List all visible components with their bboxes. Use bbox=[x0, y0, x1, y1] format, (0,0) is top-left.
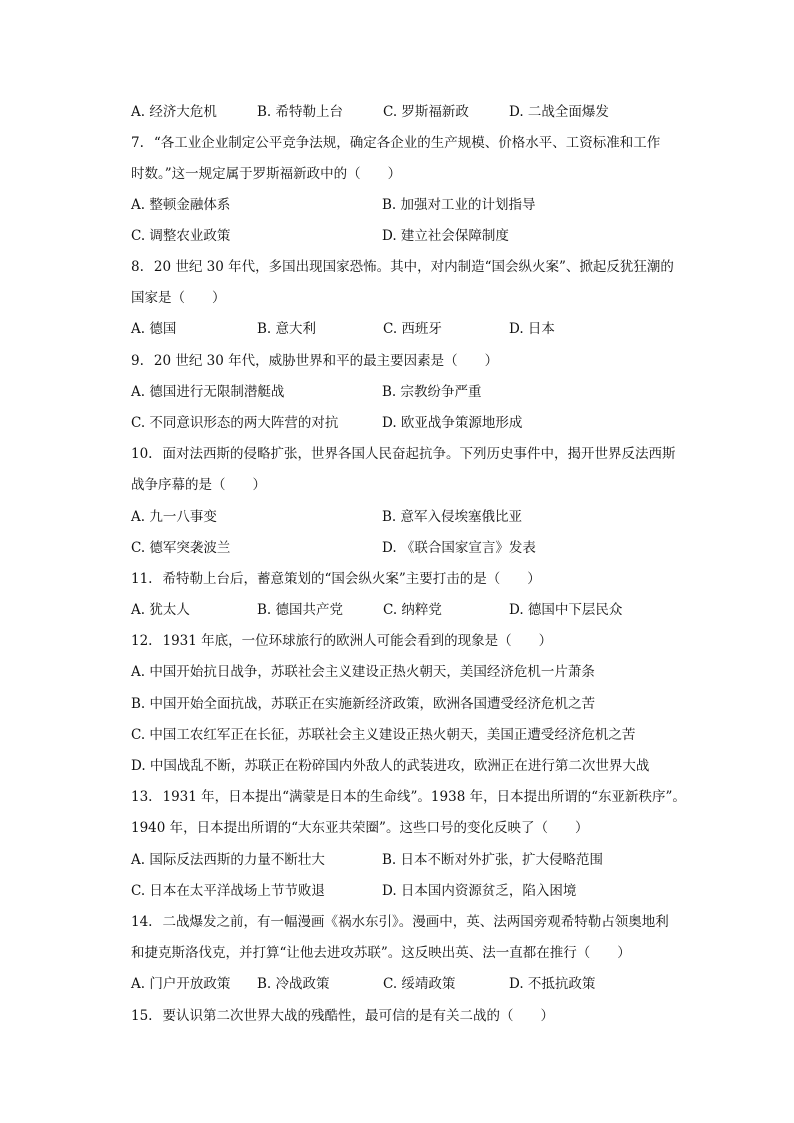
q11-number: 11. bbox=[131, 571, 153, 587]
q7-option-a: A. 整顿金融体系 bbox=[131, 197, 231, 213]
q13-options-row2 bbox=[131, 881, 711, 901]
q7-option-d: D. 建立社会保障制度 bbox=[382, 228, 509, 244]
q6-option-a: A. 经济大危机 bbox=[131, 104, 217, 120]
q13-option-c: C. 日本在太平洋战场上节节败退 bbox=[131, 883, 325, 899]
q7-option-c: C. 调整农业政策 bbox=[131, 228, 231, 244]
q14-stem-line1: 14. 二战爆发之前，有一幅漫画《祸水东引》。漫画中，英、法两国旁观希特勒占领奥地利 bbox=[131, 914, 669, 930]
q13-option-a: A. 国际反法西斯的力量不断壮大 bbox=[131, 852, 325, 868]
q14-number: 14. bbox=[131, 914, 153, 930]
q8-option-a: A. 德国 bbox=[131, 321, 177, 337]
q10-options-row1 bbox=[131, 507, 711, 527]
q9-options-row1 bbox=[131, 382, 711, 402]
q13-options-row1 bbox=[131, 850, 711, 870]
q12-option-c: C. 中国工农红军正在长征，苏联社会主义建设正热火朝天，美国正遭受经济危机之苦 bbox=[131, 727, 636, 743]
q7-options-row1 bbox=[131, 195, 711, 215]
q7-stem-line2: 时数。”这一规定属于罗斯福新政中的（ ） bbox=[131, 166, 402, 182]
q6-option-c: C. 罗斯福新政 bbox=[383, 104, 469, 120]
q8-options bbox=[131, 319, 711, 339]
q7-option-b: B. 加强对工业的计划指导 bbox=[382, 197, 536, 213]
q10-option-b: B. 意军入侵埃塞俄比亚 bbox=[382, 509, 523, 525]
q11-option-b: B. 德国共产党 bbox=[257, 602, 344, 618]
q11-stem-line1: 11. 希特勒上台后，蓄意策划的“国会纵火案”主要打击的是（ ） bbox=[131, 571, 541, 587]
q11-option-d: D. 德国中下层民众 bbox=[509, 602, 623, 618]
q15-number: 15. bbox=[131, 1008, 153, 1024]
q10-stem-line1: 10. 面对法西斯的侵略扩张，世界各国人民奋起抗争。下列历史事件中，揭开世界反法西斯 bbox=[131, 446, 676, 462]
q14-options bbox=[131, 974, 711, 994]
q9-option-d: D. 欧亚战争策源地形成 bbox=[382, 415, 523, 431]
q9-option-b: B. 宗教纷争严重 bbox=[382, 384, 482, 400]
q13-number: 13. bbox=[131, 789, 153, 805]
q12-option-b: B. 中国开始全面抗战，苏联正在实施新经济政策，欧洲各国遭受经济危机之苦 bbox=[131, 696, 596, 712]
q10-stem-line2: 战争序幕的是（ ） bbox=[131, 477, 266, 493]
q9-stem-line1: 9. 20 世纪 30 年代，威胁世界和平的最主要因素是（ ） bbox=[131, 353, 499, 369]
q12-number: 12. bbox=[131, 633, 153, 649]
q8-option-d: D. 日本 bbox=[509, 321, 555, 337]
q12-stem-line1: 12. 1931 年底，一位环球旅行的欧洲人可能会看到的现象是（ ） bbox=[131, 633, 553, 649]
q11-option-c: C. 纳粹党 bbox=[383, 602, 442, 618]
q13-option-d: D. 日本国内资源贫乏，陷入困境 bbox=[382, 883, 577, 899]
q11-option-a: A. 犹太人 bbox=[131, 602, 190, 618]
q9-options-row2 bbox=[131, 413, 711, 433]
q11-options bbox=[131, 600, 711, 620]
q8-option-b: B. 意大利 bbox=[257, 321, 317, 337]
q6-option-b: B. 希特勒上台 bbox=[257, 104, 344, 120]
q14-option-c: C. 绥靖政策 bbox=[383, 976, 456, 992]
q8-number: 8. bbox=[131, 259, 144, 275]
q10-option-a: A. 九一八事变 bbox=[131, 509, 217, 525]
q9-option-c: C. 不同意识形态的两大阵营的对抗 bbox=[131, 415, 339, 431]
q14-option-a: A. 门户开放政策 bbox=[131, 976, 231, 992]
q14-stem-line2: 和捷克斯洛伐克，并打算“让他去进攻苏联”。这反映出英、法一直都在推行（ ） bbox=[131, 945, 631, 961]
q14-option-b: B. 冷战政策 bbox=[257, 976, 330, 992]
q9-option-a: A. 德国进行无限制潜艇战 bbox=[131, 384, 285, 400]
q8-stem-line1: 8. 20 世纪 30 年代，多国出现国家恐怖。其中，对内制造“国会纵火案”、掀起反犹狂潮的 bbox=[131, 259, 674, 275]
q10-options-row2 bbox=[131, 538, 711, 558]
q13-stem-line2: 1940 年，日本提出所谓的“大东亚共荣圈”。这些口号的变化反映了（ ） bbox=[131, 820, 589, 836]
q12-option-a: A. 中国开始抗日战争，苏联社会主义建设正热火朝天，美国经济危机一片萧条 bbox=[131, 664, 595, 680]
q10-number: 10. bbox=[131, 446, 153, 462]
q9-number: 9. bbox=[131, 353, 144, 369]
q8-stem-line2: 国家是（ ） bbox=[131, 290, 226, 306]
q10-option-c: C. 德军突袭波兰 bbox=[131, 540, 231, 556]
q10-option-d: D. 《联合国家宣言》发表 bbox=[382, 540, 536, 556]
q13-option-b: B. 日本不断对外扩张，扩大侵略范围 bbox=[382, 852, 604, 868]
q7-number: 7. bbox=[131, 135, 144, 151]
q7-options-row2 bbox=[131, 226, 711, 246]
q12-option-d: D. 中国战乱不断，苏联正在粉碎国内外敌人的武装进攻，欧洲正在进行第二次世界大战 bbox=[131, 758, 650, 774]
q8-option-c: C. 西班牙 bbox=[383, 321, 442, 337]
q13-stem-line1: 13. 1931 年，日本提出“满蒙是日本的生命线”。1938 年，日本提出所谓的“东亚新秩序”。 bbox=[131, 789, 686, 805]
q6-options bbox=[131, 102, 711, 122]
q14-option-d: D. 不抵抗政策 bbox=[509, 976, 596, 992]
q7-stem-line1: 7. “各工业企业制定公平竞争法规，确定各企业的生产规模、价格水平、工资标准和工作 bbox=[131, 135, 661, 151]
q6-option-d: D. 二战全面爆发 bbox=[509, 104, 609, 120]
q15-stem-line1: 15. 要认识第二次世界大战的残酷性，最可信的是有关二战的（ ） bbox=[131, 1008, 554, 1024]
